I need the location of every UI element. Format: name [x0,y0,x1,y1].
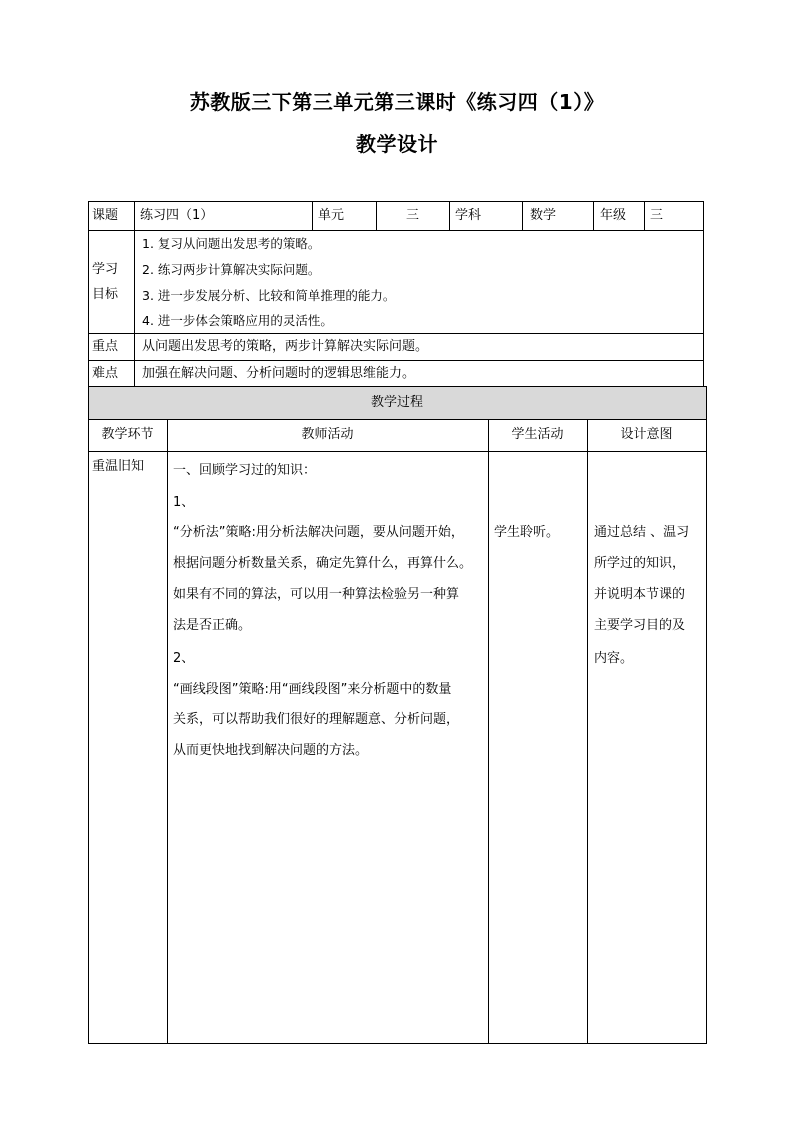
difficulty-value: 加强在解决问题、分析问题时的逻辑思维能力。 [142,366,416,381]
rule-info-6 [644,201,645,230]
column-header-teacher: 教师活动 [301,427,354,442]
grade-value: 三 [650,208,664,223]
rule-objectives-bottom [88,333,703,334]
objective-item: 3. 进一步发展分析、比较和简单推理的能力。 [142,288,396,303]
course-value: 练习四（1） [140,208,214,223]
teacher-line: “分析法”策略:用分析法解决问题，要从问题开始， [173,525,464,540]
subject-value: 数学 [530,208,557,223]
rule-process-header-bottom [88,419,706,420]
column-header-student: 学生活动 [511,427,564,442]
rule-col-2 [488,419,489,1043]
design-line: 并说明本节课的 [594,587,686,602]
rule-key-bottom [88,360,703,361]
design-line: 所学过的知识， [594,556,686,571]
process-header: 教学过程 [370,395,423,410]
difficulty-label: 难点 [92,366,119,381]
teacher-line: 2、 [173,651,195,666]
teacher-line: 1、 [173,495,195,510]
teacher-line: 一、回顾学习过的知识： [173,463,317,478]
unit-value: 三 [405,208,419,223]
column-header-design: 设计意图 [620,427,673,442]
unit-label: 单元 [318,208,345,223]
rule-info-bottom [88,230,703,231]
teacher-line: 如果有不同的算法，可以用一种算法检验另一种算 [173,587,460,602]
grade-label: 年级 [600,208,627,223]
column-header-stage: 教学环节 [101,427,154,442]
rule-difficulty-bottom [88,386,706,387]
teacher-line: 关系，可以帮助我们很好的理解题意、分析问题， [173,712,460,727]
rule-top [88,201,703,202]
rule-columns-bottom [88,451,706,452]
teacher-line: 从而更快地找到解决问题的方法。 [173,743,369,758]
stage-name: 重温旧知 [92,459,145,474]
document-title: 苏教版三下第三单元第三课时《练习四（1）》 [189,90,605,114]
rule-info-1 [312,201,313,230]
rule-info-3 [449,201,450,230]
rule-col-3 [587,419,588,1043]
teacher-line: 根据问题分析数量关系，确定先算什么，再算什么。 [173,556,473,571]
course-label: 课题 [92,208,119,223]
rule-right-lower [706,386,707,1044]
rule-right-upper [703,201,704,386]
teacher-line: “画线段图”策略:用“画线段图”来分析题中的数量 [173,682,452,697]
rule-info-4 [522,201,523,230]
objective-item: 4. 进一步体会策略应用的灵活性。 [142,313,333,328]
key-point-label: 重点 [92,339,119,354]
rule-bottom [88,1043,706,1044]
rule-left-upper [88,201,89,386]
objectives-label-line2: 目标 [92,287,119,302]
rule-label-col [134,201,135,386]
design-line: 内容。 [594,651,634,666]
design-line: 主要学习目的及 [594,618,686,633]
rule-info-5 [593,201,594,230]
objective-item: 1. 复习从问题出发思考的策略。 [142,236,321,251]
rule-left-lower [88,386,89,1044]
key-point-value: 从问题出发思考的策略，两步计算解决实际问题。 [142,339,429,354]
objectives-label-line1: 学习 [92,262,119,277]
subject-label: 学科 [455,208,482,223]
rule-col-1 [167,419,168,1043]
teacher-line: 法是否正确。 [173,618,252,633]
document-subtitle: 教学设计 [356,132,438,156]
design-line: 通过总结 、温习 [594,525,690,540]
objective-item: 2. 练习两步计算解决实际问题。 [142,262,321,277]
student-activity: 学生聆听。 [494,525,560,540]
